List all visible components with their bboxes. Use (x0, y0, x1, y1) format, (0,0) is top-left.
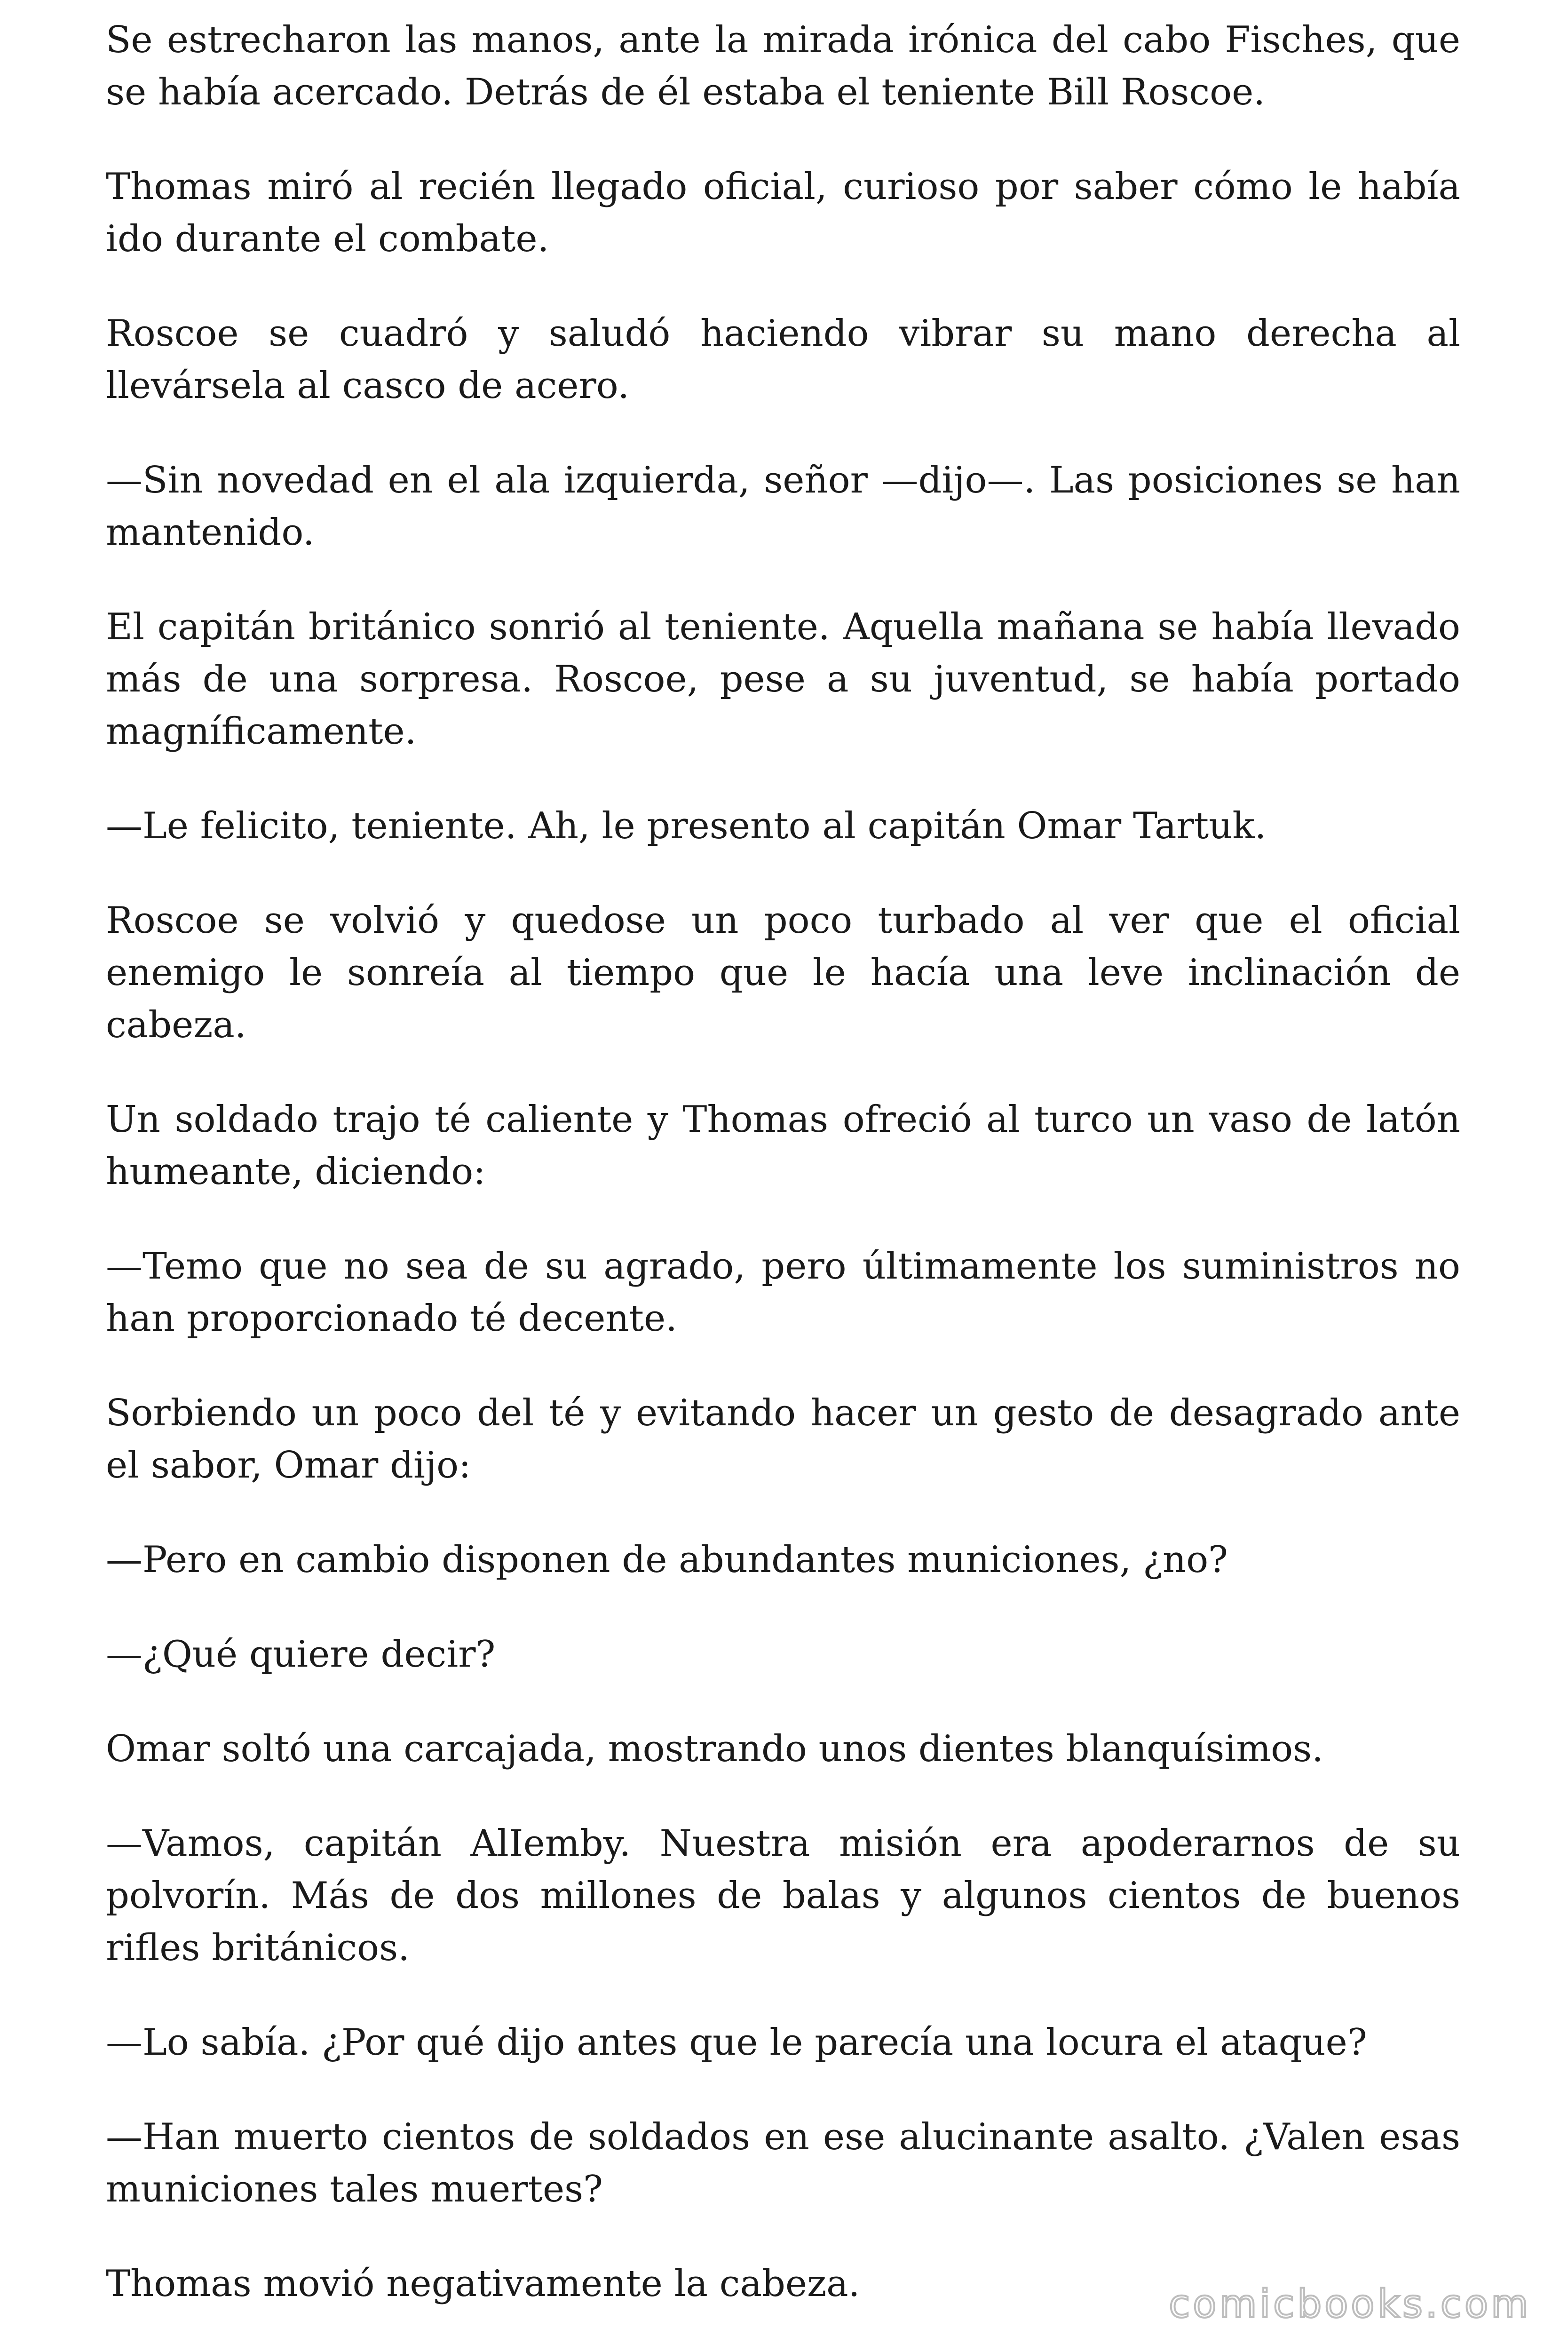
paragraph: Se estrecharon las manos, ante la mirada irónica del cabo Fisches, que se había acercado. Detrás de él estaba el teniente Bill Roscoe. (106, 19, 1460, 113)
paragraph: —Sin novedad en el ala izquierda, señor —dijo—. Las posiciones se han mantenido. (106, 459, 1460, 554)
paragraph: —Lo sabía. ¿Por qué dijo antes que le parecía una locura el ataque? (106, 2021, 1367, 2064)
paragraph: —Pero en cambio disponen de abundantes municiones, ¿no? (106, 1539, 1228, 1581)
paragraph: Un soldado trajo té caliente y Thomas ofreció al turco un vaso de latón humeante, diciendo: (106, 1098, 1460, 1193)
paragraph: Omar soltó una carcajada, mostrando unos dientes blanquísimos. (106, 1728, 1323, 1770)
paragraph: Roscoe se volvió y quedose un poco turbado al ver que el oficial enemigo le sonreía al tiempo que le hacía una leve inclinación de cabeza. (106, 899, 1460, 1046)
paragraph: —Le felicito, teniente. Ah, le presento al capitán Omar Tartuk. (106, 805, 1267, 847)
paragraph: Sorbiendo un poco del té y evitando hacer un gesto de desagrado ante el sabor, Omar dijo: (106, 1392, 1460, 1486)
paragraph: —Han muerto cientos de soldados en ese alucinante asalto. ¿Valen esas municiones tales muertes? (106, 2116, 1460, 2210)
paragraph: —Temo que no sea de su agrado, pero últimamente los suministros no han proporcionado té decente. (106, 1245, 1460, 1340)
paragraph: Roscoe se cuadró y saludó haciendo vibrar su mano derecha al llevársela al casco de acero. (106, 312, 1460, 407)
book-page-text (106, 14, 1460, 2352)
paragraph: Thomas movió negativamente la cabeza. (106, 2263, 860, 2305)
watermark: comicbooks.com (1169, 2282, 1531, 2327)
paragraph: El capitán británico sonrió al teniente. Aquella mañana se había llevado más de una sorpresa. Roscoe, pese a su juventud, se había portado magníficamente. (106, 606, 1460, 753)
paragraph: —¿Qué quiere decir? (106, 1633, 496, 1676)
paragraph: Thomas miró al recién llegado oficial, curioso por saber cómo le había ido durante el combate. (106, 166, 1460, 260)
paragraph: —Vamos, capitán AlIemby. Nuestra misión era apoderarnos de su polvorín. Más de dos millones de balas y algunos cientos de buenos rifles británicos. (106, 1822, 1460, 1969)
